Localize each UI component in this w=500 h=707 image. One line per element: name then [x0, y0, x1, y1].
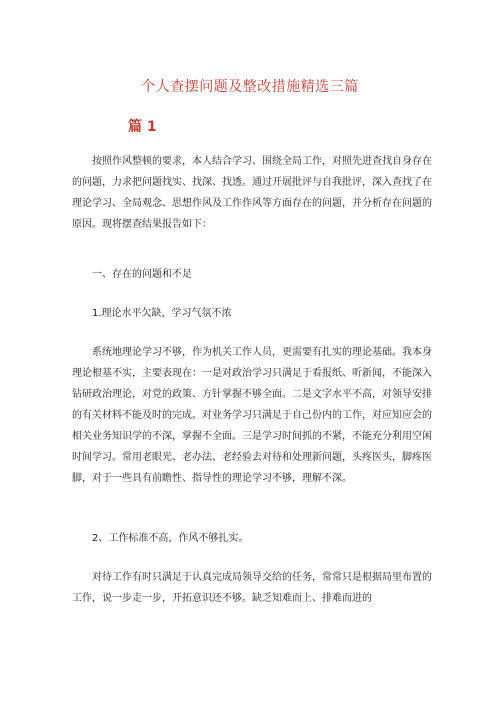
section-heading: 篇 1 [128, 119, 157, 135]
body-paragraph-theory: 系统地理论学习不够，作为机关工作人员，更需要有扎实的理论基础。我本身理论根基不实，主要表现在：一是对政治学习只满足于看报纸、听新闻，不能深入钻研政治理论，对党的政策、方针掌握不够全面。二是文字水平不高，对领导安排的有关材料不能及时的完成。对业务学习只满足于自己份内的工作，对应知应会的相关业务知识学的不深，掌握不全面。三是学习时间抓的不紧，不能充分利用空闲时间学习。常用老眼光、老办法、老经验去对待和处理新问题，头疼医头，脚疼医脚，对于一些具有前瞻性、指导性的理论学习不够，理解不深。 [72, 347, 432, 484]
body-paragraph-work-standard: 对待工作有时只满足于认真完成局领导交给的任务，常常只是根据局里布置的工作，说一步走一步，开拓意识还不够。缺乏知难而上、排难而进的 [72, 572, 432, 604]
document-title: 个人查摆问题及整改措施精选三篇 [141, 79, 359, 95]
intro-paragraph: 按照作风整顿的要求，本人结合学习、围绕全局工作，对照先进查找自身存在的问题，力求把问题找实、找深、找透。通过开展批评与自我批评，深入查找了在理论学习、全局观念、思想作风及工作作风等方面存在的问题，并分析存在问题的原因。现将摆查结果报告如下： [72, 156, 432, 230]
subheading-work-standard: 2、工作标准不高，作风不够扎实。 [92, 533, 249, 544]
subheading-issues: 一、存在的问题和不足 [92, 269, 192, 280]
subheading-theory: 1.理论水平欠缺，学习气氛不浓 [92, 308, 232, 319]
